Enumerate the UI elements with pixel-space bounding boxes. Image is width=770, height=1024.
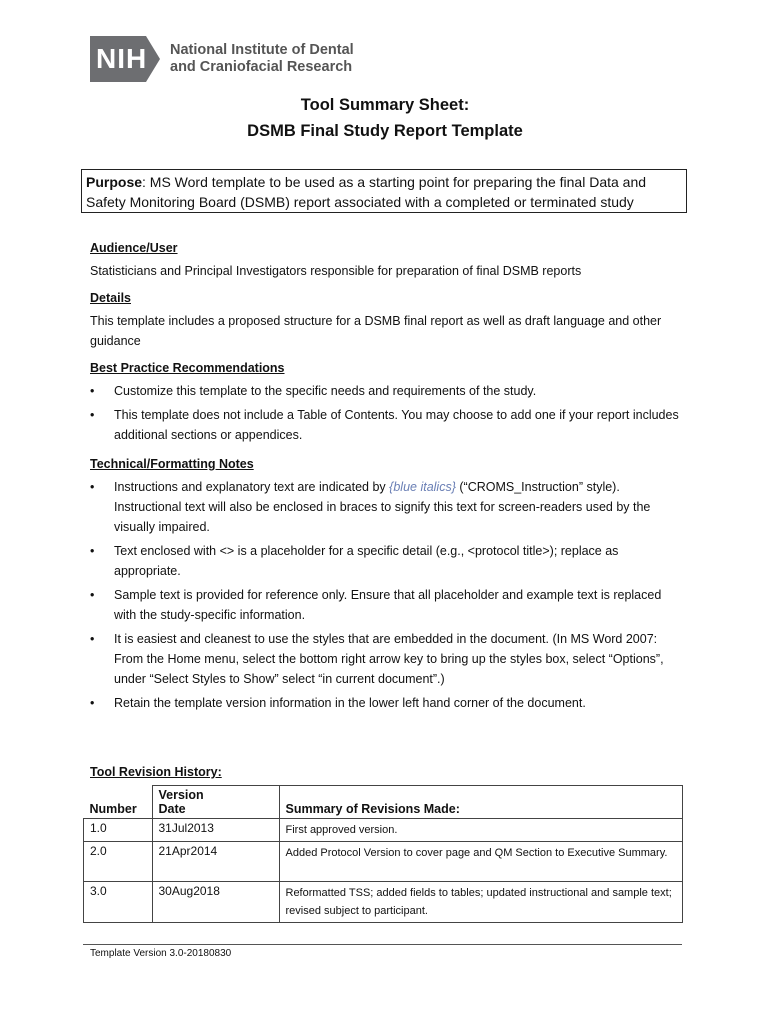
nih-abbr: NIH: [96, 43, 148, 74]
best-practice-heading: Best Practice Recommendations: [90, 361, 285, 375]
details-heading: Details: [90, 291, 131, 305]
audience-text: Statisticians and Principal Investigators responsible for preparation of final DSMB reports: [90, 264, 582, 278]
nih-badge: [90, 36, 162, 82]
cell-number: 1.0: [84, 819, 153, 842]
list-item: • Retain the template version information in the lower left hand corner of the document.: [90, 696, 586, 710]
cell-summary: Reformatted TSS; added fields to tables; updated instructional and sample text; revised subject to participant.: [279, 882, 682, 923]
purpose-text: : MS Word template to be used as a starting point for preparing the final Data and Safety Monitoring Board (DSMB) report associated with a completed or terminated study: [86, 174, 647, 210]
cell-summary: First approved version.: [279, 819, 682, 842]
list-item: • Customize this template to the specific needs and requirements of the study.: [90, 384, 537, 398]
template-version-footer: Template Version 3.0-20180830: [90, 948, 232, 959]
details-text: This template includes a proposed structure for a DSMB final report as well as draft language and other guidance: [90, 314, 662, 348]
purpose-label: Purpose: [86, 174, 143, 190]
blue-italics-sample: {blue italics}: [389, 480, 456, 494]
list-item: • This template does not include a Table of Contents. You may choose to add one if your report includes additional sections or appendices.: [90, 408, 679, 442]
purpose-box: [81, 169, 687, 213]
cell-date: 30Aug2018: [152, 882, 279, 923]
audience-heading: Audience/User: [90, 241, 178, 255]
best-practice-list: [90, 381, 680, 445]
list-item: • Sample text is provided for reference only. Ensure that all placeholder and example text is replaced with the study-specific information.: [90, 588, 662, 622]
table-row: [84, 819, 683, 842]
institute-name-line2: and Craniofacial Research: [170, 59, 353, 75]
column-header-summary: Summary of Revisions Made:: [279, 786, 682, 819]
document-body: [90, 241, 680, 725]
cell-date: 21Apr2014: [152, 842, 279, 882]
footer-divider: [83, 944, 682, 945]
document-title-line2: DSMB Final Study Report Template: [247, 122, 523, 140]
table-header-row: [84, 786, 683, 819]
technical-list: [90, 477, 680, 713]
list-item: • It is easiest and cleanest to use the styles that are embedded in the document. (In MS Word 2007: From the Home menu, select the bottom right arrow key to bring up the styles box, select “Options”, under “Select Styles to Show” select “in current document”.): [90, 632, 664, 686]
revision-history-table: [83, 785, 683, 923]
cell-date: 31Jul2013: [152, 819, 279, 842]
cell-summary: Added Protocol Version to cover page and QM Section to Executive Summary.: [279, 842, 682, 882]
cell-number: 2.0: [84, 842, 153, 882]
table-row: [84, 842, 683, 882]
nidcr-logo: [90, 36, 354, 82]
document-title-line1: Tool Summary Sheet:: [300, 96, 470, 114]
institute-name-line1: National Institute of Dental: [170, 42, 354, 58]
institute-name: [170, 42, 354, 76]
list-item: • Text enclosed with <> is a placeholder for a specific detail (e.g., <protocol title>); replace as appropriate.: [90, 544, 619, 578]
column-header-number: Number: [84, 786, 153, 819]
cell-number: 3.0: [84, 882, 153, 923]
table-row: [84, 882, 683, 923]
column-header-version-date: Version Date: [152, 786, 279, 819]
list-item: • Instructions and explanatory text are indicated by {blue italics} (“CROMS_Instruction” style). Instructional text will also be enclosed in braces to signify this text for screen-readers used by the visually impaired.: [90, 480, 651, 534]
revision-history-heading: Tool Revision History:: [90, 765, 222, 779]
technical-heading: Technical/Formatting Notes: [90, 457, 254, 471]
